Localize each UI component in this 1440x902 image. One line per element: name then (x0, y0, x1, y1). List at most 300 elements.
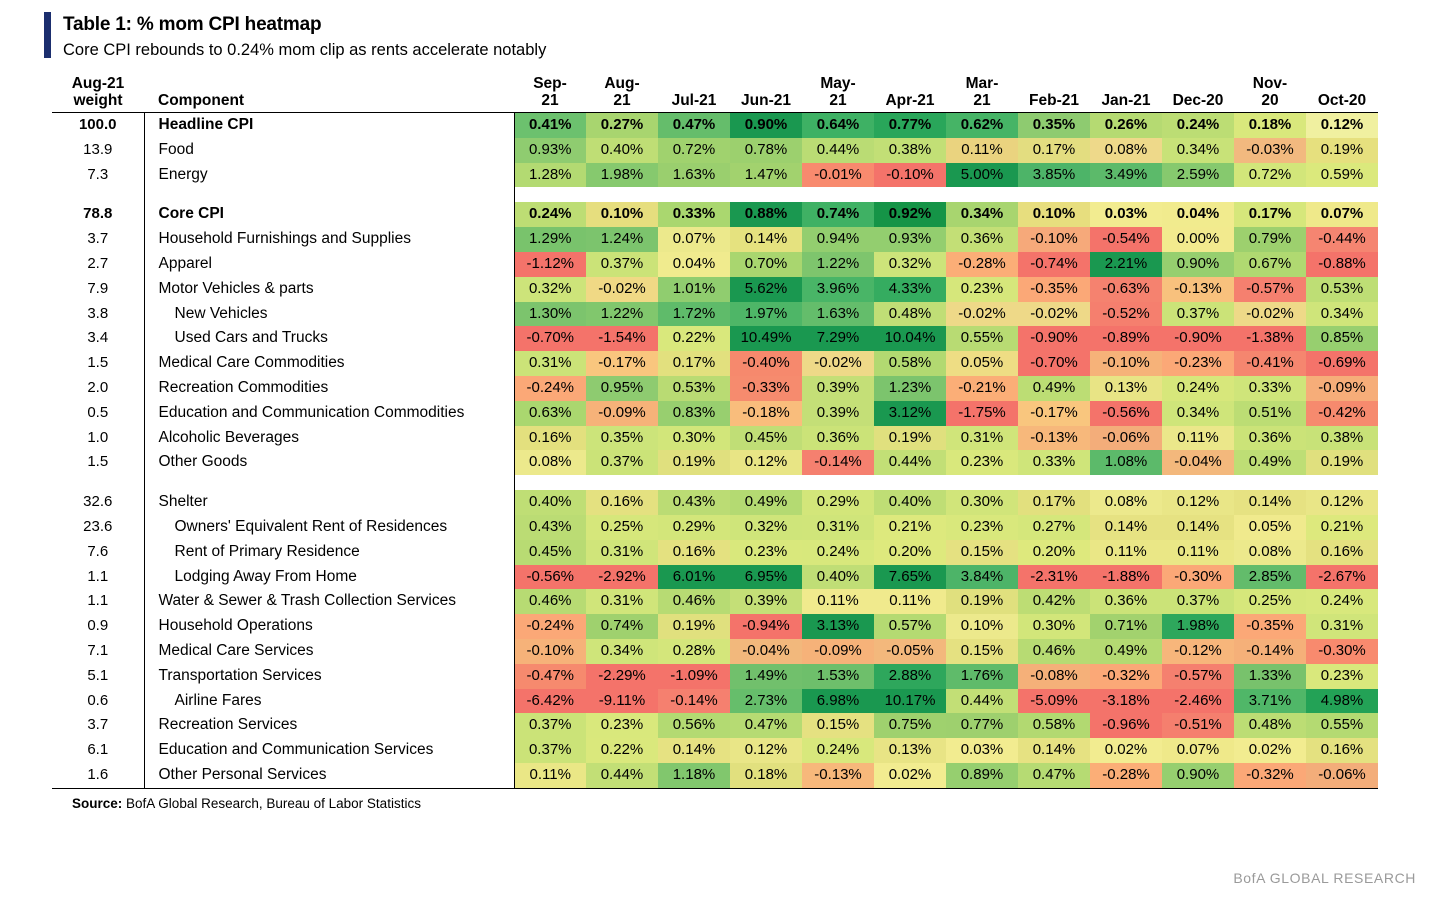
row-weight: 3.4 (52, 326, 144, 351)
heatmap-cell: 0.02% (1234, 738, 1306, 763)
heatmap-cell: 2.85% (1234, 565, 1306, 590)
heatmap-cell: 1.53% (802, 664, 874, 689)
heatmap-cell: 1.24% (586, 227, 658, 252)
row-weight: 0.5 (52, 401, 144, 426)
heatmap-cell: 0.15% (802, 713, 874, 738)
row-weight: 2.0 (52, 376, 144, 401)
row-label: Water & Sewer & Trash Collection Services (158, 592, 456, 610)
heatmap-cell: -0.14% (1234, 639, 1306, 664)
heatmap-cell: 0.16% (1306, 738, 1378, 763)
heatmap-cell: 3.12% (874, 401, 946, 426)
heatmap-cell: -0.41% (1234, 351, 1306, 376)
source-label: Source: (72, 795, 123, 811)
heatmap-cell: 0.19% (1306, 138, 1378, 163)
heatmap-cell: -0.02% (1018, 302, 1090, 327)
heatmap-cell: -0.51% (1162, 713, 1234, 738)
heatmap-cell: -0.57% (1234, 277, 1306, 302)
heatmap-cell: 0.19% (1306, 450, 1378, 475)
heatmap-cell: 0.04% (658, 252, 730, 277)
heatmap-cell: -1.88% (1090, 565, 1162, 590)
heatmap-cell: 6.98% (802, 689, 874, 714)
title-accent-bar (44, 12, 51, 58)
heatmap-cell: -6.42% (514, 689, 586, 714)
heatmap-cell: 0.27% (586, 113, 658, 138)
heatmap-cell: 0.14% (1234, 490, 1306, 515)
heatmap-cell: 1.72% (658, 302, 730, 327)
heatmap-cell: -0.57% (1162, 664, 1234, 689)
heatmap-cell: -0.13% (1162, 277, 1234, 302)
heatmap-cell: 0.36% (1090, 589, 1162, 614)
heatmap-cell: -0.88% (1306, 252, 1378, 277)
heatmap-cell: -0.05% (874, 639, 946, 664)
heatmap-cell: 10.04% (874, 326, 946, 351)
heatmap-cell: 0.31% (514, 351, 586, 376)
row-weight: 1.1 (52, 565, 144, 590)
row-label: Motor Vehicles & parts (158, 279, 314, 297)
table-row (52, 540, 1378, 565)
heatmap-cell: 0.37% (1162, 302, 1234, 327)
row-weight: 5.1 (52, 664, 144, 689)
heatmap-cell: 0.15% (946, 639, 1018, 664)
heatmap-cell: 1.33% (1234, 664, 1306, 689)
heatmap-cell: 1.76% (946, 664, 1018, 689)
heatmap-cell: 0.53% (658, 376, 730, 401)
table-row (52, 689, 1378, 714)
heatmap-cell: 0.08% (1090, 490, 1162, 515)
spacer-cell (1306, 475, 1378, 490)
row-weight: 78.8 (52, 202, 144, 227)
heatmap-cell: 0.49% (1018, 376, 1090, 401)
header-weight-line1: Aug-21 (71, 75, 125, 92)
heatmap-cell: 0.03% (1090, 202, 1162, 227)
header-weight (52, 75, 144, 113)
header-weight-line2: weight (73, 92, 123, 109)
table-row (52, 277, 1378, 302)
table-row (52, 138, 1378, 163)
heatmap-cell: -0.56% (514, 565, 586, 590)
heatmap-cell: -0.90% (1162, 326, 1234, 351)
heatmap-cell: 0.23% (1306, 664, 1378, 689)
heatmap-cell: 2.88% (874, 664, 946, 689)
table-row (52, 589, 1378, 614)
row-weight: 1.6 (52, 763, 144, 788)
heatmap-cell: 0.37% (586, 450, 658, 475)
heatmap-cell: 0.74% (586, 614, 658, 639)
spacer-weight (52, 475, 144, 490)
heatmap-cell: 0.13% (1090, 376, 1162, 401)
row-label: Food (158, 140, 194, 158)
heatmap-cell: 1.97% (730, 302, 802, 327)
heatmap-cell: -1.12% (514, 252, 586, 277)
row-label: Transportation Services (158, 666, 322, 684)
heatmap-cell: 0.14% (658, 738, 730, 763)
heatmap-cell: 0.40% (874, 490, 946, 515)
heatmap-cell: 3.71% (1234, 689, 1306, 714)
table-row (52, 302, 1378, 327)
table-row (52, 763, 1378, 788)
heatmap-cell: 0.72% (658, 138, 730, 163)
heatmap-cell: 0.35% (586, 426, 658, 451)
heatmap-cell: 0.44% (586, 763, 658, 788)
heatmap-cell: 0.58% (1018, 713, 1090, 738)
heatmap-cell: 6.01% (658, 565, 730, 590)
heatmap-cell: 0.08% (514, 450, 586, 475)
heatmap-cell: -0.35% (1234, 614, 1306, 639)
page-subtitle: Core CPI rebounds to 0.24% mom clip as rents accelerate notably (63, 41, 547, 59)
heatmap-cell: -0.70% (514, 326, 586, 351)
heatmap-cell: -0.47% (514, 664, 586, 689)
table-row (52, 639, 1378, 664)
heatmap-cell: 0.44% (946, 689, 1018, 714)
heatmap-cell: 0.23% (586, 713, 658, 738)
heatmap-cell: 3.85% (1018, 163, 1090, 188)
heatmap-cell: 0.39% (730, 589, 802, 614)
heatmap-cell: 0.55% (946, 326, 1018, 351)
heatmap-cell: -2.92% (586, 565, 658, 590)
row-weight: 7.1 (52, 639, 144, 664)
table-row (52, 490, 1378, 515)
row-label: Education and Communication Commodities (158, 403, 465, 421)
heatmap-cell: 0.24% (802, 540, 874, 565)
row-label: New Vehicles (174, 304, 268, 322)
spacer-cell (586, 187, 658, 202)
heatmap-cell: -0.30% (1306, 639, 1378, 664)
heatmap-cell: 0.94% (802, 227, 874, 252)
heatmap-cell: 0.83% (658, 401, 730, 426)
heatmap-cell: 0.02% (874, 763, 946, 788)
spacer-cell (514, 475, 586, 490)
heatmap-cell: 3.13% (802, 614, 874, 639)
heatmap-cell: -0.02% (586, 277, 658, 302)
row-weight: 3.7 (52, 713, 144, 738)
heatmap-cell: 0.43% (514, 515, 586, 540)
heatmap-cell: 6.95% (730, 565, 802, 590)
heatmap-cell: 1.28% (514, 163, 586, 188)
heatmap-cell: -0.18% (730, 401, 802, 426)
heatmap-cell: 0.25% (1234, 589, 1306, 614)
heatmap-cell: 0.16% (586, 490, 658, 515)
heatmap-cell: -0.42% (1306, 401, 1378, 426)
heatmap-cell: 2.73% (730, 689, 802, 714)
heatmap-cell: 3.49% (1090, 163, 1162, 188)
row-weight: 6.1 (52, 738, 144, 763)
row-weight: 7.6 (52, 540, 144, 565)
heatmap-cell: 0.33% (1018, 450, 1090, 475)
brand-footer: BofA GLOBAL RESEARCH (1233, 870, 1416, 886)
spacer-cell (1018, 475, 1090, 490)
heatmap-cell: 0.32% (730, 515, 802, 540)
heatmap-cell: 0.34% (1162, 138, 1234, 163)
heatmap-cell: 0.78% (730, 138, 802, 163)
heatmap-cell: -0.52% (1090, 302, 1162, 327)
heatmap-cell: 0.53% (1306, 277, 1378, 302)
heatmap-cell: -3.18% (1090, 689, 1162, 714)
heatmap-cell: -0.13% (1018, 426, 1090, 451)
heatmap-cell: -0.24% (514, 614, 586, 639)
heatmap-cell: 0.03% (946, 738, 1018, 763)
heatmap-cell: 0.13% (874, 738, 946, 763)
heatmap-cell: 0.11% (874, 589, 946, 614)
table-header (52, 75, 1378, 113)
heatmap-cell: 0.11% (514, 763, 586, 788)
table-row (52, 450, 1378, 475)
spacer-cell (658, 187, 730, 202)
heatmap-cell: 0.72% (1234, 163, 1306, 188)
heatmap-cell: -1.75% (946, 401, 1018, 426)
heatmap-cell: -0.14% (658, 689, 730, 714)
heatmap-cell: 0.93% (514, 138, 586, 163)
row-label: Education and Communication Services (158, 741, 434, 759)
heatmap-cell: -0.02% (946, 302, 1018, 327)
heatmap-cell: 0.46% (1018, 639, 1090, 664)
heatmap-cell: 0.04% (1162, 202, 1234, 227)
heatmap-cell: 0.59% (1306, 163, 1378, 188)
heatmap-cell: 0.26% (1090, 113, 1162, 138)
spacer-cell (1090, 475, 1162, 490)
heatmap-cell: 0.32% (874, 252, 946, 277)
spacer-cell (874, 475, 946, 490)
heatmap-cell: 3.84% (946, 565, 1018, 590)
heatmap-cell: 0.47% (1018, 763, 1090, 788)
heatmap-cell: -0.32% (1090, 664, 1162, 689)
spacer-comp (144, 475, 514, 490)
heatmap-cell: 1.18% (658, 763, 730, 788)
heatmap-cell: 0.79% (1234, 227, 1306, 252)
heatmap-cell: 0.37% (514, 713, 586, 738)
heatmap-cell: 1.30% (514, 302, 586, 327)
heatmap-cell: 0.57% (874, 614, 946, 639)
heatmap-cell: 0.12% (1306, 490, 1378, 515)
heatmap-cell: 0.17% (1018, 490, 1090, 515)
heatmap-cell: 0.77% (874, 113, 946, 138)
heatmap-cell: -0.09% (1306, 376, 1378, 401)
header-col-12: Oct-20 (1317, 92, 1367, 109)
spacer-cell (514, 187, 586, 202)
heatmap-cell: -0.01% (802, 163, 874, 188)
table-row (52, 565, 1378, 590)
heatmap-cell: 0.12% (1162, 490, 1234, 515)
heatmap-cell: 0.38% (874, 138, 946, 163)
header-col-7: Mar- 21 (965, 75, 999, 109)
heatmap-cell: 5.00% (946, 163, 1018, 188)
source-text: BofA Global Research, Bureau of Labor Statistics (126, 795, 421, 811)
heatmap-cell: -0.10% (514, 639, 586, 664)
heatmap-cell: 0.11% (1090, 540, 1162, 565)
heatmap-cell: 0.17% (1018, 138, 1090, 163)
row-label: Shelter (158, 493, 208, 511)
heatmap-cell: 0.36% (1234, 426, 1306, 451)
row-label: Rent of Primary Residence (174, 542, 360, 560)
heatmap-cell: 2.21% (1090, 252, 1162, 277)
table-row (52, 163, 1378, 188)
heatmap-cell: 1.23% (874, 376, 946, 401)
heatmap-cell: 0.46% (514, 589, 586, 614)
heatmap-cell: 0.90% (730, 113, 802, 138)
header-col-11: Nov- 20 (1252, 75, 1288, 109)
heatmap-cell: 0.49% (1090, 639, 1162, 664)
heatmap-cell: -1.09% (658, 664, 730, 689)
heatmap-cell: -0.74% (1018, 252, 1090, 277)
row-label: Owners' Equivalent Rent of Residences (174, 517, 448, 535)
heatmap-cell: 0.19% (658, 450, 730, 475)
title-text (63, 12, 546, 61)
heatmap-cell: 0.30% (946, 490, 1018, 515)
heatmap-cell: 0.14% (1018, 738, 1090, 763)
heatmap-cell: 7.29% (802, 326, 874, 351)
heatmap-cell: 0.58% (874, 351, 946, 376)
heatmap-cell: -0.08% (1018, 664, 1090, 689)
heatmap-cell: 0.46% (658, 589, 730, 614)
row-label: Apparel (158, 254, 212, 272)
row-label: Household Furnishings and Supplies (158, 230, 411, 248)
heatmap-cell: 0.18% (730, 763, 802, 788)
heatmap-cell: 0.45% (514, 540, 586, 565)
heatmap-cell: -0.70% (1018, 351, 1090, 376)
heatmap-cell: 0.24% (514, 202, 586, 227)
heatmap-cell: -0.03% (1234, 138, 1306, 163)
spacer-cell (802, 187, 874, 202)
heatmap-cell: 0.34% (946, 202, 1018, 227)
row-label: Medical Care Commodities (158, 354, 345, 372)
heatmap-cell: 0.37% (1162, 589, 1234, 614)
heatmap-cell: 1.47% (730, 163, 802, 188)
heatmap-cell: 0.39% (802, 401, 874, 426)
heatmap-cell: -0.12% (1162, 639, 1234, 664)
table-row (52, 227, 1378, 252)
row-label: Other Personal Services (144, 763, 514, 788)
heatmap-cell: -5.09% (1018, 689, 1090, 714)
heatmap-cell: -0.09% (586, 401, 658, 426)
heatmap-cell: 0.17% (1234, 202, 1306, 227)
row-weight: 3.8 (52, 302, 144, 327)
heatmap-cell: 1.29% (514, 227, 586, 252)
spacer-comp (144, 187, 514, 202)
table-body (52, 113, 1378, 789)
heatmap-cell: 0.93% (874, 227, 946, 252)
heatmap-cell: -0.06% (1306, 763, 1378, 788)
heatmap-cell: 0.07% (658, 227, 730, 252)
header-col-10: Dec-20 (1172, 92, 1224, 109)
heatmap-cell: -2.29% (586, 664, 658, 689)
spacer-cell (802, 475, 874, 490)
heatmap-cell: -0.89% (1090, 326, 1162, 351)
heatmap-cell: 0.40% (514, 490, 586, 515)
heatmap-cell: 1.08% (1090, 450, 1162, 475)
heatmap-cell: 0.88% (730, 202, 802, 227)
header-col-1: Sep- 21 (533, 75, 567, 109)
heatmap-cell: 0.51% (1234, 401, 1306, 426)
row-weight: 23.6 (52, 515, 144, 540)
heatmap-cell: -0.33% (730, 376, 802, 401)
heatmap-cell: -0.24% (514, 376, 586, 401)
heatmap-cell: 0.62% (946, 113, 1018, 138)
heatmap-cell: 0.37% (514, 738, 586, 763)
heatmap-cell: 0.12% (1306, 113, 1378, 138)
spacer-cell (1090, 187, 1162, 202)
row-weight: 7.3 (52, 163, 144, 188)
heatmap-cell: 0.95% (586, 376, 658, 401)
table-row (52, 614, 1378, 639)
heatmap-cell: 0.19% (874, 426, 946, 451)
heatmap-cell: -0.02% (1234, 302, 1306, 327)
row-weight: 0.6 (52, 689, 144, 714)
heatmap-cell: 0.39% (802, 376, 874, 401)
spacer-cell (946, 475, 1018, 490)
spacer-weight (52, 187, 144, 202)
heatmap-cell: 0.17% (658, 351, 730, 376)
heatmap-cell: 0.85% (1306, 326, 1378, 351)
heatmap-cell: 0.33% (1234, 376, 1306, 401)
heatmap-cell: 0.22% (586, 738, 658, 763)
heatmap-cell: 0.05% (946, 351, 1018, 376)
heatmap-cell: 0.90% (1162, 763, 1234, 788)
row-label: Other Goods (158, 453, 248, 471)
heatmap-cell: 0.25% (586, 515, 658, 540)
spacer-cell (946, 187, 1018, 202)
spacer-cell (730, 475, 802, 490)
heatmap-cell: 0.40% (586, 138, 658, 163)
heatmap-cell: -0.54% (1090, 227, 1162, 252)
row-label: Medical Care Services (158, 641, 314, 659)
spacer-cell (730, 187, 802, 202)
heatmap-cell: 0.77% (946, 713, 1018, 738)
heatmap-cell: 0.38% (1306, 426, 1378, 451)
spacer-cell (1162, 187, 1234, 202)
heatmap-cell: 0.89% (946, 763, 1018, 788)
heatmap-cell: 1.63% (658, 163, 730, 188)
row-weight: 2.7 (52, 252, 144, 277)
heatmap-cell: 0.10% (1018, 202, 1090, 227)
heatmap-cell: 0.49% (730, 490, 802, 515)
heatmap-cell: 10.17% (874, 689, 946, 714)
heatmap-cell: 0.71% (1090, 614, 1162, 639)
row-weight: 100.0 (52, 113, 144, 138)
heatmap-cell: -0.17% (1018, 401, 1090, 426)
heatmap-cell: 1.22% (802, 252, 874, 277)
heatmap-cell: -2.67% (1306, 565, 1378, 590)
heatmap-cell: 0.21% (1306, 515, 1378, 540)
heatmap-cell: 0.92% (874, 202, 946, 227)
heatmap-cell: 1.49% (730, 664, 802, 689)
header-col-6: Apr-21 (885, 92, 935, 109)
heatmap-cell: 0.31% (586, 540, 658, 565)
heatmap-cell: 0.11% (802, 589, 874, 614)
heatmap-cell: -2.46% (1162, 689, 1234, 714)
source-note (72, 796, 1416, 811)
heatmap-cell: 0.08% (1234, 540, 1306, 565)
heatmap-cell: 0.24% (1162, 376, 1234, 401)
heatmap-cell: 0.20% (1018, 540, 1090, 565)
heatmap-cell: 0.47% (730, 713, 802, 738)
heatmap-cell: -2.31% (1018, 565, 1090, 590)
table-row (52, 202, 1378, 227)
heatmap-cell: -0.96% (1090, 713, 1162, 738)
heatmap-cell: 0.40% (802, 565, 874, 590)
heatmap-cell: 0.14% (730, 227, 802, 252)
heatmap-cell: -0.14% (802, 450, 874, 475)
table-row (52, 252, 1378, 277)
heatmap-cell: 0.42% (1018, 589, 1090, 614)
row-weight: 0.9 (52, 614, 144, 639)
heatmap-cell: -0.23% (1162, 351, 1234, 376)
spacer-cell (874, 187, 946, 202)
table-spacer-row (52, 187, 1378, 202)
heatmap-cell: -0.21% (946, 376, 1018, 401)
row-weight: 13.9 (52, 138, 144, 163)
heatmap-cell: 0.20% (874, 540, 946, 565)
heatmap-cell: 0.37% (586, 252, 658, 277)
heatmap-cell: 7.65% (874, 565, 946, 590)
